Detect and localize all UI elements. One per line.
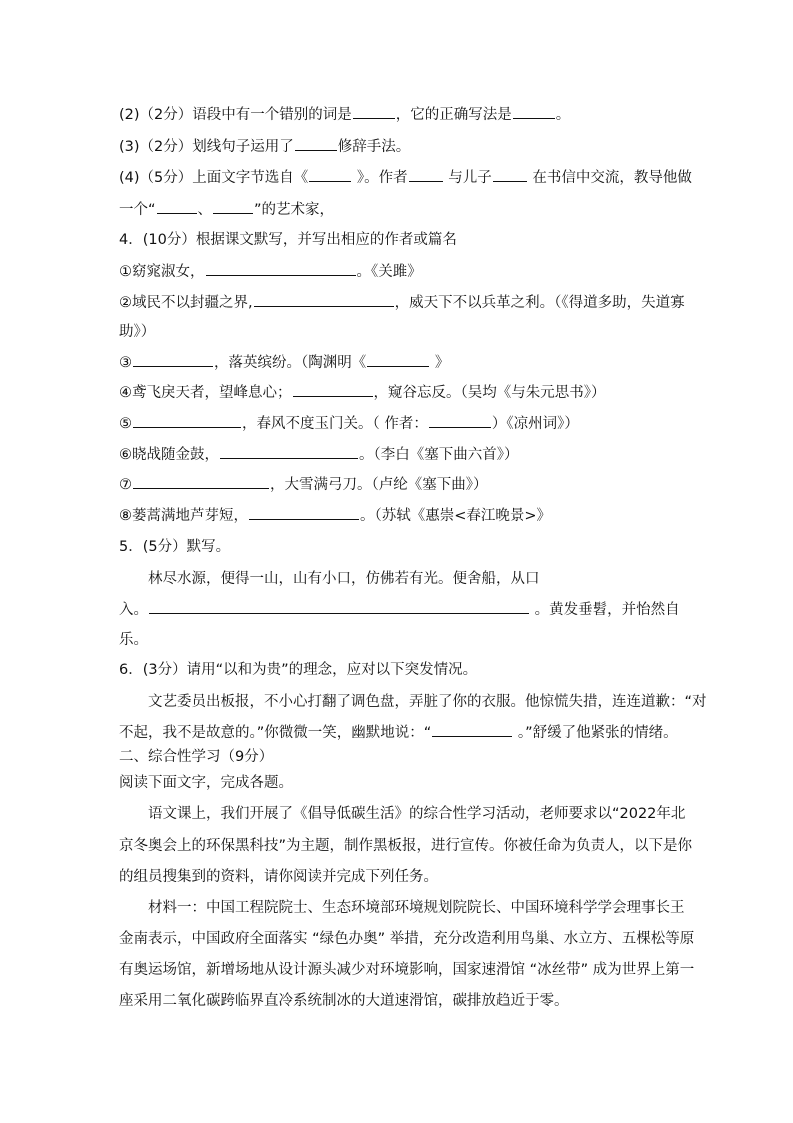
section-5-line-1: 林尽水源，便得一山，山有小口，仿佛若有光。便舍船，从口	[148, 571, 540, 587]
poem-line-5: ⑤ ，春风不度玉门关。（ 作者： ）《凉州词》）	[119, 413, 579, 434]
answer-blank[interactable]	[429, 413, 491, 428]
poem-line-7: ⑦ ，大雪满弓刀。（卢纶《塞下曲》）	[119, 474, 488, 495]
section-2-subtitle: 阅读下面文字，完成各题。	[119, 775, 293, 791]
question-3: (3)（2分）划线句子运用了 修辞手法。	[119, 136, 410, 157]
poem-line-2: ②域民不以封疆之界, ，威天下不以兵革之利。（《得道多助，失道寡	[119, 292, 685, 313]
answer-blank[interactable]	[206, 261, 356, 276]
question-4-line-2: 一个“ 、 ”的艺术家，	[119, 199, 334, 220]
answer-blank[interactable]	[409, 167, 443, 182]
poem-line-3: ③ ，落英缤纷。（陶渊明《 》	[119, 352, 449, 373]
answer-blank[interactable]	[367, 352, 429, 367]
answer-blank[interactable]	[295, 136, 337, 151]
answer-blank[interactable]	[213, 199, 253, 214]
section-6-title: 6．(3分）请用“以和为贵”的理念，应对以下突发情况。	[119, 662, 478, 678]
material-1-line-3: 有奥运场馆，新增场地从设计源头减少对环境影响，国家速滑馆 “冰丝带” 成为世界上第一	[119, 962, 695, 978]
material-1-line-2: 金南表示，中国政府全面落实 “绿色办奥” 举措，充分改造利用鸟巢、水立方、五棵松等原	[119, 931, 695, 947]
answer-blank[interactable]	[513, 104, 555, 119]
answer-blank[interactable]	[432, 722, 512, 737]
poem-line-6: ⑥晓战随金鼓， 。（李白《塞下曲六首》）	[119, 444, 519, 465]
material-1-line-1: 材料一：中国工程院院士、生态环境部环境规划院院长、中国环境科学学会理事长王	[148, 900, 685, 916]
intro-line-2: 京冬奥会上的环保黑科技”为主题，制作黑板报，进行宣传。你被任命为负责人，以下是你	[119, 838, 693, 854]
section-4-title: 4．(10分）根据课文默写，并写出相应的作者或篇名	[119, 232, 457, 248]
poem-line-4: ④鸢飞戾天者，望峰息心； ，窥谷忘反。（吴均《与朱元思书》）	[119, 382, 606, 403]
answer-blank[interactable]	[157, 199, 197, 214]
question-4-line-1: (4)（5分）上面文字节选自《 》。作者 与儿子 在书信中交流，教导他做	[119, 167, 692, 188]
answer-blank[interactable]	[149, 599, 529, 614]
poem-line-2-cont: 助》）	[119, 324, 156, 340]
answer-blank[interactable]	[220, 444, 358, 459]
answer-blank[interactable]	[353, 104, 395, 119]
answer-blank[interactable]	[133, 352, 213, 367]
section-5-line-2: 入。 。黄发垂髫，并怡然自	[119, 599, 680, 620]
intro-line-1: 语文课上，我们开展了《倡导低碳生活》的综合性学习活动，老师要求以“2022年北	[148, 806, 686, 822]
answer-blank[interactable]	[133, 474, 269, 489]
answer-blank[interactable]	[254, 292, 394, 307]
answer-blank[interactable]	[293, 382, 373, 397]
question-2: (2)（2分）语段中有一个错别的词是 ，它的正确写法是 。	[119, 104, 570, 125]
section-2-title: 二、综合性学习（9分）	[119, 749, 274, 765]
poem-line-8: ⑧蒌蒿满地芦芽短， 。（苏轼《惠崇<春江晚景>》	[119, 505, 551, 526]
answer-blank[interactable]	[249, 505, 359, 520]
answer-blank[interactable]	[133, 413, 241, 428]
answer-blank[interactable]	[493, 167, 527, 182]
section-5-title: 5．(5分）默写。	[119, 539, 231, 555]
intro-line-3: 的组员搜集到的资料，请你阅读并完成下列任务。	[119, 869, 438, 885]
answer-blank[interactable]	[309, 167, 351, 182]
material-1-line-4: 座采用二氧化碳跨临界直冷系统制冰的大道速滑馆，碳排放趋近于零。	[119, 993, 569, 1009]
section-6-line-2: 不起，我不是故意的。”你微微一笑，幽默地说：“ 。”舒缓了他紧张的情绪。	[119, 722, 678, 743]
poem-line-1: ①窈窕淑女， 。《关雎》	[119, 261, 422, 282]
section-6-line-1: 文艺委员出板报，不小心打翻了调色盘，弄脏了你的衣服。他惊慌失措，连连道歉：“对	[148, 694, 707, 710]
section-5-line-3: 乐。	[119, 632, 148, 648]
